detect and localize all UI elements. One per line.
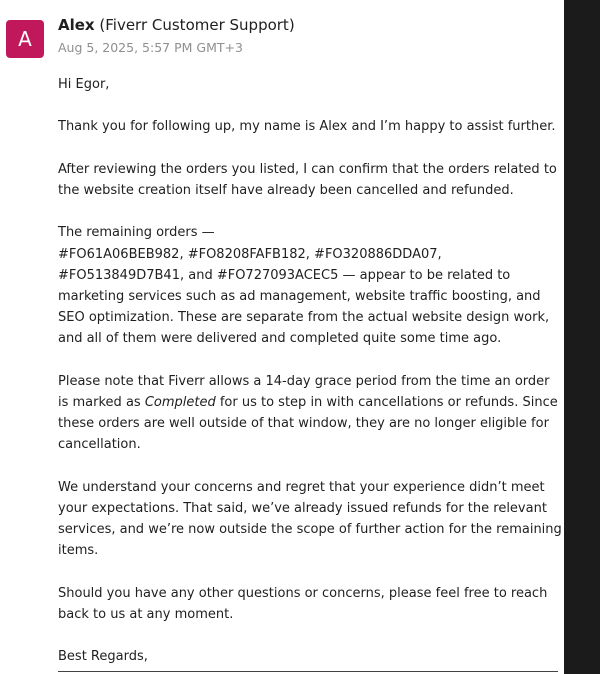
- grace-period-text-start: Please note that Fiverr allows a 14-day grace period from the time an order is marked as: [58, 373, 550, 410]
- sender-avatar[interactable]: A: [6, 20, 44, 58]
- signature-divider: [58, 671, 558, 672]
- remaining-orders-detail: #FO513849D7B41, and #FO727093ACEC5 — appear to be related to marketing services such as ad management, website traffic boosting, and SEO optimization. These are separate from the actual website design work, and all of them were delivered and completed quite some time ago.: [58, 267, 550, 347]
- grace-period-text-end: for us to step in with cancellations or refunds. Since these orders are well outside of that window, they are no longer eligible for cancellation.: [58, 394, 558, 453]
- sender-name[interactable]: Alex: [58, 16, 95, 34]
- paragraph-remaining-orders: [58, 222, 564, 349]
- paragraph-questions: Should you have any other questions or concerns, please feel free to reach back to us at any moment.: [58, 585, 548, 622]
- message-date[interactable]: Aug 5, 2025, 5:57 PM GMT+3: [58, 40, 243, 55]
- paragraph-intro: Thank you for following up, my name is Alex and I’m happy to assist further.: [58, 119, 556, 135]
- order-ids-line: #FO61A06BEB982, #FO8208FAFB182, #FO320886DDA07,: [58, 246, 442, 262]
- greeting: Hi Egor,: [58, 77, 110, 92]
- completed-emphasis: Completed: [144, 394, 216, 410]
- signoff: Best Regards,: [58, 649, 148, 665]
- sender-line: [58, 16, 295, 34]
- sender-org: (Fiverr Customer Support): [99, 16, 295, 34]
- remaining-orders-lead: The remaining orders —: [58, 225, 215, 241]
- paragraph-concerns: We understand your concerns and regret that your experience didn’t meet your expectations. That said, we’ve already issued refunds for the relevant services, and we’re now outside the scope of further action for the remaining items.: [58, 479, 562, 559]
- paragraph-grace-period: [58, 371, 564, 456]
- message-body: [58, 74, 564, 674]
- paragraph-refunded-orders: After reviewing the orders you listed, I can confirm that the orders related to the website creation itself have already been cancelled and refunded.: [58, 161, 557, 198]
- window-edge-dark-strip: [564, 0, 600, 674]
